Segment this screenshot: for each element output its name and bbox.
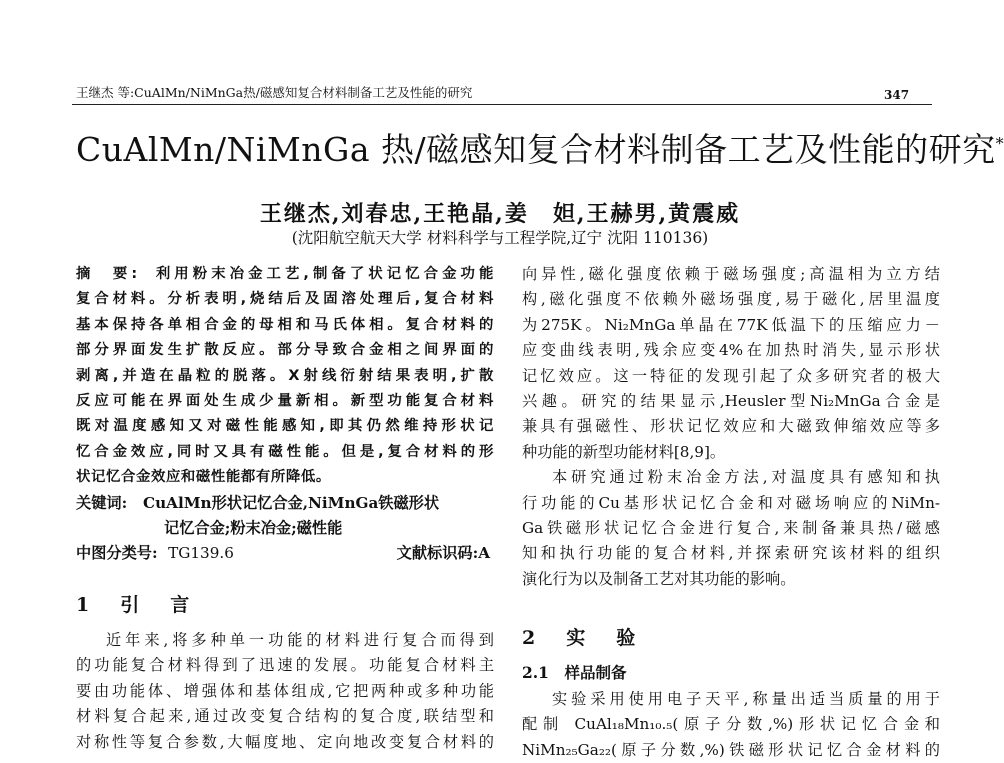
header-rule	[72, 104, 932, 105]
abstract-line: 剥离,并造在晶粒的脱落。X射线衍射结果表明,扩散	[76, 367, 494, 384]
clc-value: TG139.6	[168, 544, 234, 563]
body-line: 兼具有强磁性、形状记忆效应和大磁致伸缩效应等多	[522, 417, 940, 436]
body-line: 兴趣。研究的结果显示,Heusler型Ni₂MnGa合金是	[522, 391, 940, 410]
body-line: NiMn₂₅Ga₂₂(原子分数,%)铁磁形状记忆合金材料的	[522, 740, 940, 759]
doc-code-value: A	[478, 544, 490, 563]
clc-label: 中图分类号:	[76, 544, 158, 563]
body-line: 种功能的新型功能材料[8,9]。	[522, 442, 726, 461]
abstract-line: 部分界面发生扩散反应。部分导致合金相之间界面的	[76, 342, 494, 359]
keywords-line-2: 记忆合金;粉末冶金;磁性能	[164, 518, 343, 537]
affiliation: (沈阳航空航天大学 材料科学与工程学院,辽宁 沈阳 110136)	[291, 229, 709, 247]
body-line: Ga铁磁形状记忆合金进行复合,来制备兼具热/磁感	[522, 518, 940, 537]
body-line: 行功能的Cu基形状记忆合金和对磁场响应的NiMn-	[522, 493, 940, 512]
body-line: 构,磁化强度不依赖外磁场强度,易于磁化,居里温度	[522, 290, 940, 309]
body-line: 为275K。Ni₂MnGa单晶在77K低温下的压缩应力－	[522, 315, 940, 334]
abstract-text: 利用粉末冶金工艺,制备了状记忆合金功能	[155, 266, 494, 282]
body-line: 近年来,将多种单一功能的材料进行复合而得到	[106, 631, 494, 649]
abstract-label: 摘 要:	[76, 266, 138, 282]
section-2-body	[522, 687, 940, 763]
body-line: 要由功能体、增强体和基体组成,它把两种或多种功能	[76, 681, 494, 700]
body-line: 本研究通过粉末冶金方法,对温度具有感知和执	[552, 468, 940, 487]
body-line: 演化行为以及制备工艺对其功能的影响。	[522, 569, 796, 588]
body-line: 应变曲线表明,残余应变4%在加热时消失,显示形状	[522, 341, 940, 360]
section-2-heading: 2 实 验	[522, 627, 642, 649]
running-head: 王继杰 等:CuAlMn/NiMnGa热/磁感知复合材料制备工艺及性能的研究	[76, 85, 473, 100]
classification-line	[76, 541, 494, 566]
paper-title	[76, 124, 1004, 171]
abstract-line: 忆合金效应,同时又具有磁性能。但是,复合材料的形	[76, 443, 494, 460]
page-number: 347	[884, 88, 910, 102]
right-column	[522, 262, 940, 592]
title-footnote-mark: *	[995, 134, 1004, 153]
abstract-line: 基本保持各单相合金的母相和马氏体相。复合材料的	[76, 316, 494, 333]
body-line: 记忆效应。这一特征的发现引起了众多研究者的极大	[522, 366, 940, 385]
abstract-line: 反应可能在界面处生成少量新相。新型功能复合材料	[76, 392, 494, 409]
left-column	[76, 262, 494, 567]
body-line: 实验采用使用电子天平,称量出适当质量的用于	[552, 690, 940, 708]
title-text: CuAlMn/NiMnGa 热/磁感知复合材料制备工艺及性能的研究	[76, 130, 996, 169]
abstract-line: 状记忆合金效应和磁性能都有所降低。	[76, 469, 331, 486]
author-list: 王继杰,刘春忠,王艳晶,姜 妲,王赫男,黄震威	[259, 201, 741, 227]
abstract-line: 复合材料。分析表明,烧结后及固溶处理后,复合材料	[76, 291, 494, 308]
section-2-1-heading: 2.1 样品制备	[522, 663, 627, 682]
keywords-text: CuAlMn形状记忆合金,NiMnGa铁磁形状	[143, 493, 440, 512]
keywords-line	[76, 491, 494, 516]
doc-code	[397, 541, 490, 566]
body-line: 向异性,磁化强度依赖于磁场强度;高温相为立方结	[522, 265, 940, 283]
keywords-label: 关键词:	[76, 493, 128, 512]
abstract-line	[76, 262, 494, 287]
body-line: 的功能复合材料得到了迅速的发展。功能复合材料主	[76, 656, 494, 675]
body-line: 材料复合起来,通过改变复合结构的复合度,联结型和	[76, 707, 494, 726]
doc-code-label: 文献标识码:	[396, 544, 479, 563]
body-line: 配制 CuAl₁₈Mn₁₀.₅(原子分数,%)形状记忆合金和	[522, 715, 940, 734]
section-1-body	[76, 628, 494, 755]
abstract-line: 既对温度感知又对磁性能感知,即其仍然维持形状记	[76, 418, 494, 435]
section-1-heading: 1 引 言	[76, 594, 196, 616]
body-line: 知和执行功能的复合材料,并探索研究该材料的组织	[522, 544, 940, 563]
body-line: 对称性等复合参数,大幅度地、定向地改变复合材料的	[76, 732, 494, 751]
